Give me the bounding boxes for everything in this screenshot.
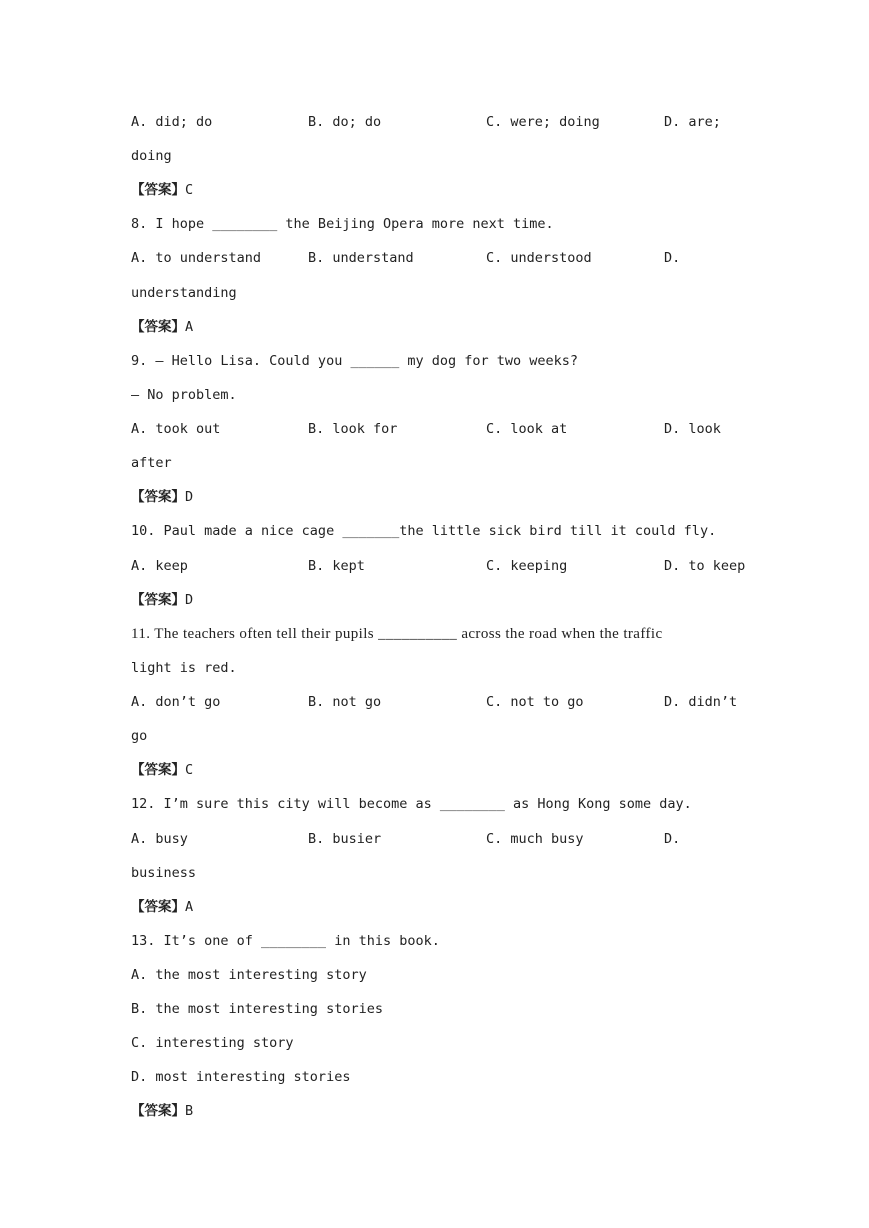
q9-option-d: D. look	[664, 421, 721, 437]
q11-option-c: C. not to go	[486, 694, 584, 710]
q10-option-a: A. keep	[131, 558, 188, 574]
q12-option-d: D.	[664, 831, 681, 847]
q9-answer-letter: D	[185, 489, 194, 505]
q7-option-a: A. did; do	[131, 114, 213, 130]
q8-option-c: C. understood	[486, 250, 592, 266]
q10-stem: 10. Paul made a nice cage _______the little sick bird till it could fly.	[131, 523, 717, 539]
q11-option-d: D. didn’t	[664, 694, 738, 710]
q11-option-d-continuation: go	[131, 728, 148, 744]
q13-option-c: C. interesting story	[131, 1035, 294, 1051]
q10-answer	[131, 590, 193, 610]
q9-option-d-continuation: after	[131, 455, 172, 471]
q12-answer	[131, 897, 193, 917]
q8-stem: 8. I hope ________ the Beijing Opera more next time.	[131, 216, 554, 232]
answer-label: 【答案】	[131, 182, 185, 198]
q12-option-d-continuation: business	[131, 865, 197, 881]
q8-option-b: B. understand	[308, 250, 414, 266]
q11-option-a: A. don’t go	[131, 694, 221, 710]
q12-answer-letter: A	[185, 899, 194, 915]
q11-stem-continuation: light is red.	[131, 660, 237, 676]
q10-option-c: C. keeping	[486, 558, 568, 574]
q7-answer-letter: C	[185, 182, 194, 198]
q10-option-d: D. to keep	[664, 558, 746, 574]
q12-option-a: A. busy	[131, 831, 188, 847]
q13-stem: 13. It’s one of ________ in this book.	[131, 933, 440, 949]
q7-option-d: D. are;	[664, 114, 721, 130]
q12-option-b: B. busier	[308, 831, 382, 847]
q13-option-a: A. the most interesting story	[131, 967, 367, 983]
q9-answer	[131, 487, 193, 507]
q9-option-a: A. took out	[131, 421, 221, 437]
q10-option-b: B. kept	[308, 558, 365, 574]
q11-option-b: B. not go	[308, 694, 382, 710]
q8-answer-letter: A	[185, 319, 194, 335]
q9-option-b: B. look for	[308, 421, 398, 437]
q13-option-d: D. most interesting stories	[131, 1069, 351, 1085]
q12-option-c: C. much busy	[486, 831, 584, 847]
q9-stem: 9. — Hello Lisa. Could you ______ my dog for two weeks?	[131, 353, 579, 369]
q7-option-c: C. were; doing	[486, 114, 600, 130]
q9-option-c: C. look at	[486, 421, 568, 437]
answer-label: 【答案】	[131, 899, 185, 915]
answer-label: 【答案】	[131, 319, 185, 335]
q8-option-a: A. to understand	[131, 250, 262, 266]
answer-label: 【答案】	[131, 762, 185, 778]
q11-answer	[131, 760, 193, 780]
q7-option-b: B. do; do	[308, 114, 382, 130]
q7-option-d-continuation: doing	[131, 148, 172, 164]
q12-stem: 12. I’m sure this city will become as ________ as Hong Kong some day.	[131, 796, 692, 812]
q7-answer	[131, 180, 193, 200]
q9-reply: — No problem.	[131, 387, 237, 403]
answer-label: 【答案】	[131, 592, 185, 608]
q8-option-d-continuation: understanding	[131, 285, 237, 301]
q11-stem: 11. The teachers often tell their pupils __________ across the road when the traffic	[131, 626, 663, 642]
q13-answer-letter: B	[185, 1103, 194, 1119]
q13-option-b: B. the most interesting stories	[131, 1001, 383, 1017]
q11-answer-letter: C	[185, 762, 194, 778]
q13-answer	[131, 1101, 193, 1121]
q8-answer	[131, 317, 193, 337]
q8-option-d: D.	[664, 250, 681, 266]
q10-answer-letter: D	[185, 592, 194, 608]
answer-label: 【答案】	[131, 1103, 185, 1119]
answer-label: 【答案】	[131, 489, 185, 505]
